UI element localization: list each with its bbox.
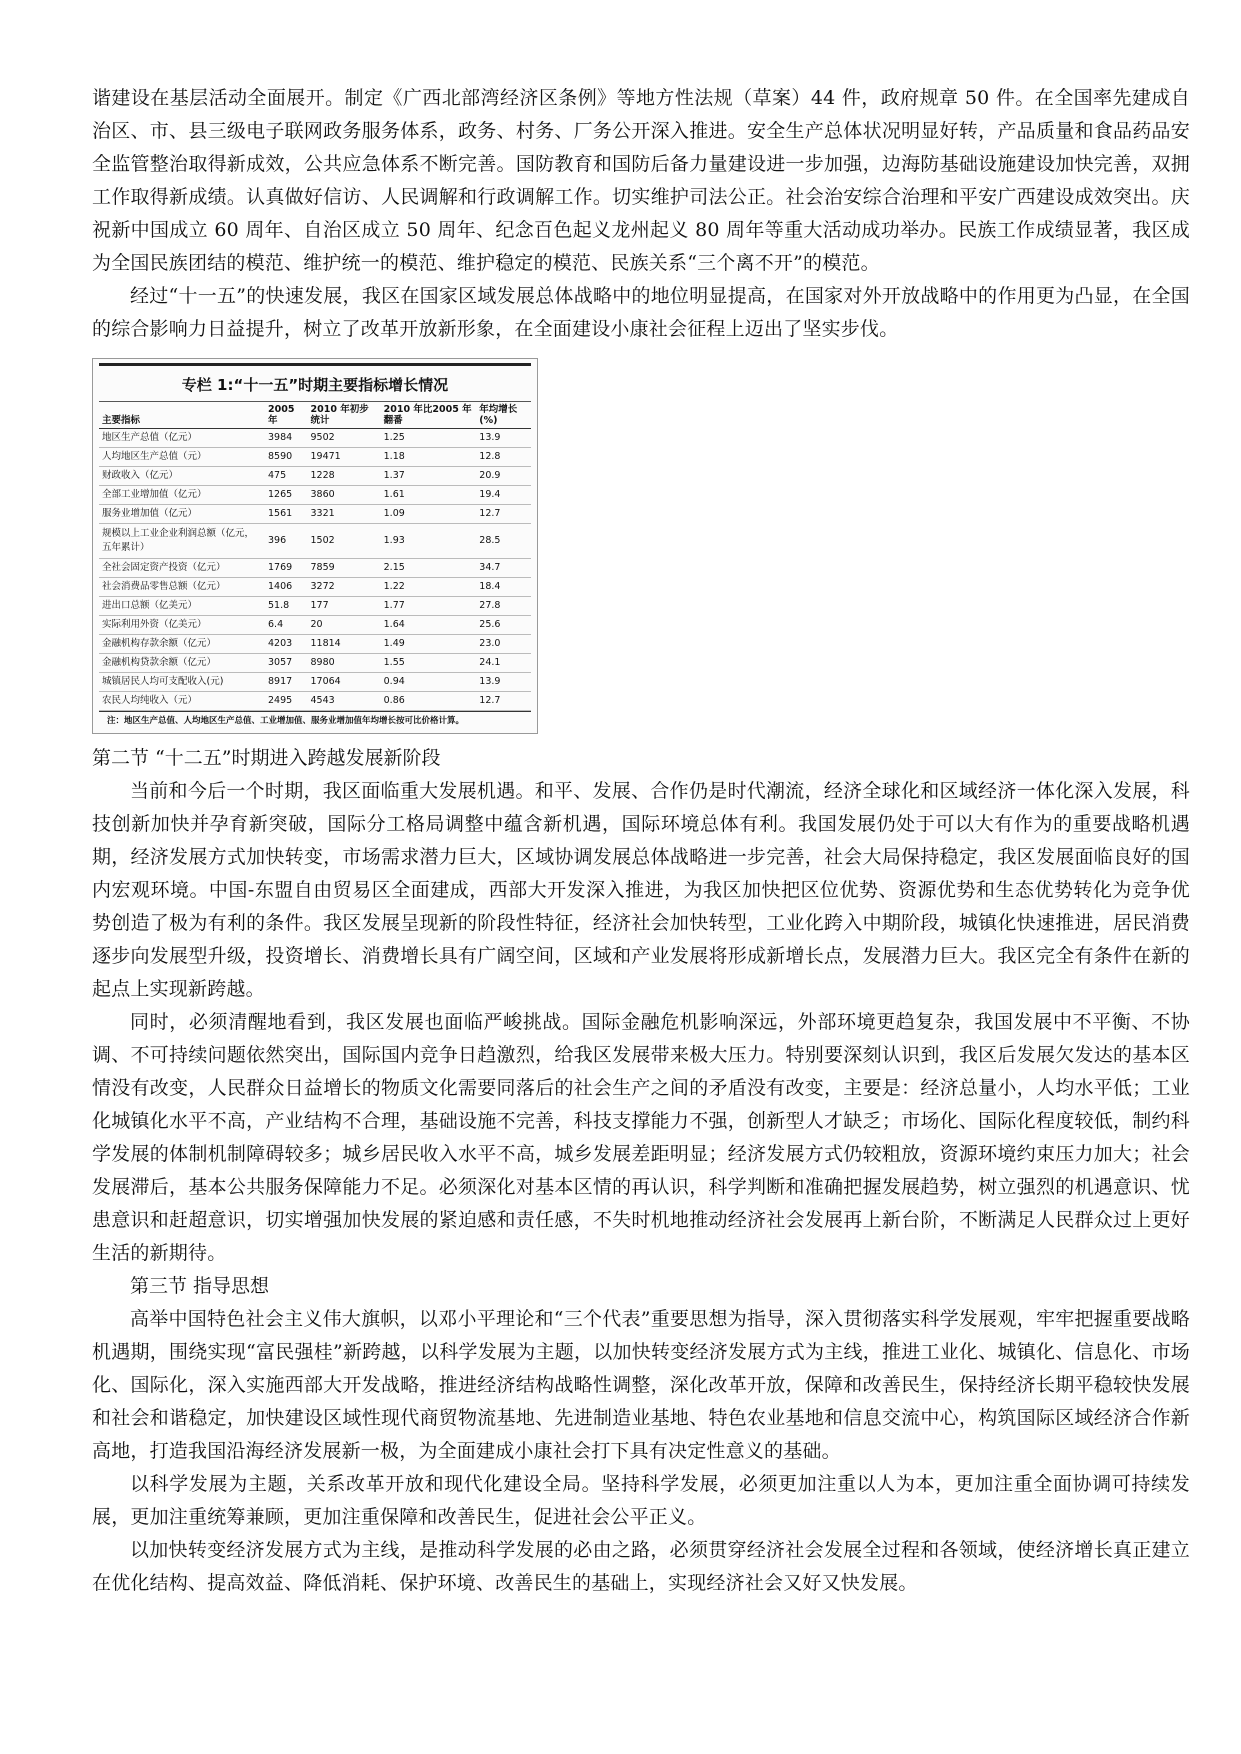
cell: 0.86: [381, 692, 477, 711]
cell: 177: [307, 597, 380, 616]
table-row: [99, 635, 531, 654]
cell: 1.77: [381, 597, 477, 616]
row-label: 农民人均纯收入（元）: [99, 692, 265, 711]
row-label: 实际利用外资（亿美元）: [99, 616, 265, 635]
paragraph-continuation: 谐建设在基层活动全面展开。制定《广西北部湾经济区条例》等地方性法规（草案）44 件，政府规章 50 件。在全国率先建成自治区、市、县三级电子联网政务服务体系，政务、村务、厂务公开深入推进。安全生产总体状况明显好转，产品质量和食品药品安全监管整治取得新成效，公共应急体系不断完善。国防教育和国防后备力量建设进一步加强，边海防基础设施建设加快完善，双拥工作取得新成绩。认真做好信访、人民调解和行政调解工作。切实维护司法公正。社会治安综合治理和平安广西建设成效突出。庆祝新中国成立 60 周年、自治区成立 50 周年、纪念百色起义龙州起义 80 周年等重大活动成功举办。民族工作成绩显著，我区成为全国民族团结的模范、维护统一的模范、维护稳定的模范、民族关系“三个离不开”的模范。: [92, 87, 1190, 274]
cell: 1406: [265, 578, 307, 597]
table-row: [99, 524, 531, 559]
cell: 19471: [307, 448, 380, 467]
cell: 1.61: [381, 486, 477, 505]
row-label: 地区生产总值（亿元）: [99, 429, 265, 448]
cell: 396: [265, 524, 307, 559]
paragraph: 以加快转变经济发展方式为主线，是推动科学发展的必由之路，必须贯穿经济社会发展全过程和各领域，使经济增长真正建立在优化结构、提高效益、降低消耗、保护环境、改善民生的基础上，实现经济社会又好又快发展。: [92, 1539, 1190, 1594]
table-note: 注：地区生产总值、人均地区生产总值、工业增加值、服务业增加值年均增长按可比价格计算。: [99, 711, 531, 733]
table-row: [99, 448, 531, 467]
section-heading-2: 第二节 “十二五”时期进入跨越发展新阶段: [92, 747, 441, 769]
cell: 11814: [307, 635, 380, 654]
row-label: 进出口总额（亿美元）: [99, 597, 265, 616]
cell: 12.8: [476, 448, 531, 467]
row-label: 全部工业增加值（亿元）: [99, 486, 265, 505]
paragraph: 以科学发展为主题，关系改革开放和现代化建设全局。坚持科学发展，必须更加注重以人为本，更加注重全面协调可持续发展，更加注重统筹兼顾，更加注重保障和改善民生，促进社会公平正义。: [92, 1473, 1190, 1528]
cell: 17064: [307, 673, 380, 692]
cell: 3272: [307, 578, 380, 597]
col-header-indicator: 主要指标: [99, 402, 265, 429]
table-row: [99, 597, 531, 616]
cell: 1.49: [381, 635, 477, 654]
paragraph: 高举中国特色社会主义伟大旗帜，以邓小平理论和“三个代表”重要思想为指导，深入贯彻落实科学发展观，牢牢把握重要战略机遇期，围绕实现“富民强桂”新跨越，以科学发展为主题，以加快转变经济发展方式为主线，推进工业化、城镇化、信息化、市场化、国际化，深入实施西部大开发战略，推进经济结构战略性调整，深化改革开放，保障和改善民生，保持经济长期平稳较快发展和社会和谐稳定，加快建设区域性现代商贸物流基地、先进制造业基地、特色农业基地和信息交流中心，构筑国际区域经济合作新高地，打造我国沿海经济发展新一极，为全面建成小康社会打下具有决定性意义的基础。: [92, 1308, 1190, 1462]
cell: 1502: [307, 524, 380, 559]
cell: 20.9: [476, 467, 531, 486]
cell: 28.5: [476, 524, 531, 559]
stats-table: [99, 402, 531, 711]
cell: 3321: [307, 505, 380, 524]
table-header-row: [99, 402, 531, 429]
table-row: [99, 654, 531, 673]
cell: 4543: [307, 692, 380, 711]
cell: 1.64: [381, 616, 477, 635]
row-label: 人均地区生产总值（元）: [99, 448, 265, 467]
paragraph: 当前和今后一个时期，我区面临重大发展机遇。和平、发展、合作仍是时代潮流，经济全球化和区域经济一体化深入发展，科技创新加快并孕育新突破，国际分工格局调整中蕴含新机遇，国际环境总体有利。我国发展仍处于可以大有作为的重要战略机遇期，经济发展方式加快转变，市场需求潜力巨大，区域协调发展总体战略进一步完善，社会大局保持稳定，我区发展面临良好的国内宏观环境。中国-东盟自由贸易区全面建成，西部大开发深入推进，为我区加快把区位优势、资源优势和生态优势转化为竞争优势创造了极为有利的条件。我区发展呈现新的阶段性特征，经济社会加快转型，工业化跨入中期阶段，城镇化快速推进，居民消费逐步向发展型升级，投资增长、消费增长具有广阔空间，区域和产业发展将形成新增长点，发展潜力巨大。我区完全有条件在新的起点上实现新跨越。: [92, 780, 1190, 1000]
cell: 1.55: [381, 654, 477, 673]
row-label: 财政收入（亿元）: [99, 467, 265, 486]
paragraph-summary: 经过“十一五”的快速发展，我区在国家区域发展总体战略中的地位明显提高，在国家对外开放战略中的作用更为凸显，在全国的综合影响力日益提升，树立了改革开放新形象，在全面建设小康社会征程上迈出了坚实步伐。: [92, 285, 1190, 340]
cell: 12.7: [476, 692, 531, 711]
cell: 3860: [307, 486, 380, 505]
col-header-growth: 年均增长(%): [476, 402, 531, 429]
row-label: 城镇居民人均可支配收入(元): [99, 673, 265, 692]
cell: 1.22: [381, 578, 477, 597]
cell: 3057: [265, 654, 307, 673]
cell: 9502: [307, 429, 380, 448]
document-page: [92, 82, 1190, 1600]
cell: 25.6: [476, 616, 531, 635]
cell: 2495: [265, 692, 307, 711]
cell: 13.9: [476, 673, 531, 692]
cell: 27.8: [476, 597, 531, 616]
row-label: 金融机构贷款余额（亿元）: [99, 654, 265, 673]
table-row: [99, 673, 531, 692]
row-label: 金融机构存款余额（亿元）: [99, 635, 265, 654]
table-row: [99, 559, 531, 578]
cell: 475: [265, 467, 307, 486]
cell: 34.7: [476, 559, 531, 578]
row-label: 社会消费品零售总额（亿元）: [99, 578, 265, 597]
cell: 24.1: [476, 654, 531, 673]
cell: 19.4: [476, 486, 531, 505]
row-label: 服务业增加值（亿元）: [99, 505, 265, 524]
cell: 1561: [265, 505, 307, 524]
cell: 0.94: [381, 673, 477, 692]
cell: 4203: [265, 635, 307, 654]
cell: 1769: [265, 559, 307, 578]
cell: 1228: [307, 467, 380, 486]
table-row: [99, 692, 531, 711]
stats-table-box: [92, 358, 538, 734]
cell: 1265: [265, 486, 307, 505]
cell: 1.25: [381, 429, 477, 448]
cell: 8980: [307, 654, 380, 673]
table-row: [99, 486, 531, 505]
paragraph: 同时，必须清醒地看到，我区发展也面临严峻挑战。国际金融危机影响深远，外部环境更趋复杂，我国发展中不平衡、不协调、不可持续问题依然突出，国际国内竞争日趋激烈，给我区发展带来极大压力。特别要深刻认识到，我区后发展欠发达的基本区情没有改变，人民群众日益增长的物质文化需要同落后的社会生产之间的矛盾没有改变，主要是：经济总量小，人均水平低；工业化城镇化水平不高，产业结构不合理，基础设施不完善，科技支撑能力不强，创新型人才缺乏；市场化、国际化程度较低，制约科学发展的体制机制障碍较多；城乡居民收入水平不高，城乡发展差距明显；经济发展方式仍较粗放，资源环境约束压力加大；社会发展滞后，基本公共服务保障能力不足。必须深化对基本区情的再认识，科学判断和准确把握发展趋势，树立强烈的机遇意识、忧患意识和赶超意识，切实增强加快发展的紧迫感和责任感，不失时机地推动经济社会发展再上新台阶，不断满足人民群众过上更好生活的新期待。: [92, 1011, 1190, 1264]
row-label: 规模以上工业企业利润总额（亿元，五年累计）: [99, 524, 265, 559]
cell: 18.4: [476, 578, 531, 597]
cell: 8590: [265, 448, 307, 467]
cell: 51.8: [265, 597, 307, 616]
cell: 23.0: [476, 635, 531, 654]
cell: 7859: [307, 559, 380, 578]
table-row: [99, 578, 531, 597]
col-header-2005: 2005 年: [265, 402, 307, 429]
cell: 12.7: [476, 505, 531, 524]
table-title: 专栏 1:“十一五”时期主要指标增长情况: [99, 363, 531, 402]
cell: 1.18: [381, 448, 477, 467]
cell: 13.9: [476, 429, 531, 448]
table-row: [99, 429, 531, 448]
table-row: [99, 467, 531, 486]
cell: 1.93: [381, 524, 477, 559]
table-row: [99, 616, 531, 635]
cell: 8917: [265, 673, 307, 692]
table-row: [99, 505, 531, 524]
cell: 2.15: [381, 559, 477, 578]
col-header-ratio: 2010 年比2005 年翻番: [381, 402, 477, 429]
cell: 6.4: [265, 616, 307, 635]
cell: 1.37: [381, 467, 477, 486]
cell: 1.09: [381, 505, 477, 524]
col-header-2010: 2010 年初步统计: [307, 402, 380, 429]
section-heading-3: 第三节 指导思想: [130, 1275, 270, 1297]
cell: 20: [307, 616, 380, 635]
row-label: 全社会固定资产投资（亿元）: [99, 559, 265, 578]
cell: 3984: [265, 429, 307, 448]
